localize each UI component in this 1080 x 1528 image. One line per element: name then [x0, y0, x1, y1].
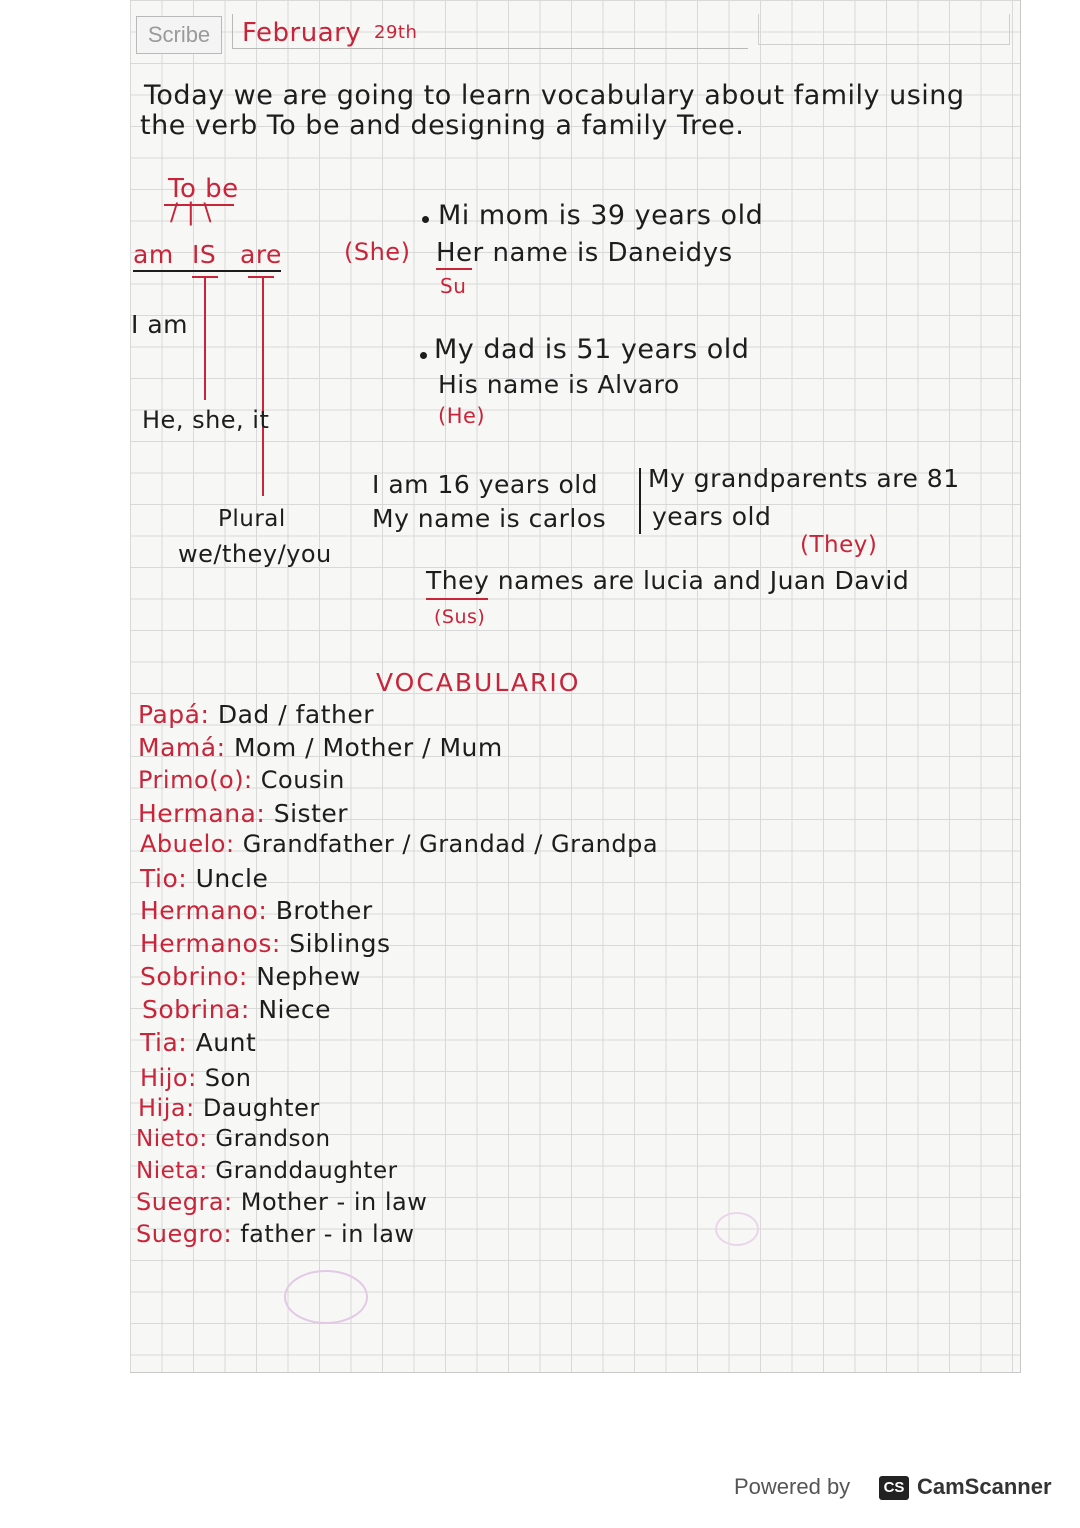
vocab-item	[140, 864, 268, 893]
grandparents-note-sus: (Sus)	[434, 606, 486, 628]
verb-title: To be	[168, 174, 239, 204]
vocab-item	[136, 1126, 331, 1152]
grandparents-age-line-1: My grandparents are 81	[648, 464, 960, 493]
vocab-english: Granddaughter	[215, 1158, 398, 1184]
faint-pen-mark	[715, 1212, 759, 1246]
vocab-item	[138, 799, 348, 828]
grandparents-age-line-2: years old	[652, 502, 772, 531]
vocab-item	[140, 962, 361, 991]
plural-subjects: we/they/you	[178, 540, 332, 568]
vocab-english: Daughter	[202, 1094, 320, 1122]
vocab-english: Dad / father	[217, 700, 375, 729]
form-am: am	[133, 240, 174, 269]
date-box-extension	[758, 14, 1010, 45]
vocab-spanish: Hermana:	[138, 799, 266, 828]
vocab-item	[138, 1094, 320, 1122]
vocab-item	[140, 1028, 256, 1057]
vocab-spanish: Nieto:	[136, 1126, 208, 1152]
her-underline	[436, 268, 472, 270]
divider-line	[639, 468, 641, 534]
subject-he-she-it: He, she, it	[142, 406, 270, 434]
vocab-english: Mother - in law	[240, 1188, 428, 1216]
bullet-dad	[420, 352, 427, 359]
vocab-spanish: Mamá:	[138, 733, 226, 762]
vocab-spanish: Tia:	[140, 1028, 188, 1057]
vocab-item	[142, 995, 331, 1024]
vocab-english: Aunt	[195, 1028, 257, 1057]
vocab-spanish: Hijo:	[140, 1064, 197, 1092]
vocab-english: father - in law	[240, 1220, 415, 1248]
vocab-item	[138, 733, 503, 762]
brand-box: Scribe	[136, 16, 222, 54]
vocab-english: Brother	[275, 896, 373, 925]
date-day: 29th	[374, 22, 418, 43]
vocab-english: Niece	[258, 995, 331, 1024]
powered-by-text: Powered by	[734, 1474, 851, 1499]
they-underline	[426, 598, 488, 600]
subject-i-am: I am	[131, 310, 188, 339]
vocab-item	[136, 1188, 427, 1216]
vocab-spanish: Sobrino:	[140, 962, 248, 991]
vocab-english: Nephew	[256, 962, 361, 991]
grandparents-pronoun: (They)	[800, 532, 878, 558]
grandparents-names: They names are lucia and Juan David	[426, 566, 910, 595]
vocab-item	[140, 1064, 251, 1092]
mom-name-sentence: Her name is Daneidys	[436, 238, 733, 268]
vocab-spanish: Hija:	[138, 1094, 195, 1122]
are-connector-top	[248, 276, 274, 278]
forms-underline	[133, 270, 281, 272]
dad-name-sentence: His name is Alvaro	[438, 370, 680, 399]
vocab-item	[136, 1220, 415, 1248]
vocab-item	[138, 700, 374, 729]
are-connector-line	[262, 276, 264, 496]
vocab-spanish: Nieta:	[136, 1158, 208, 1184]
date-month: February	[242, 18, 362, 48]
self-name: My name is carlos	[372, 504, 607, 533]
camscanner-logo-icon: CS	[879, 1476, 909, 1500]
intro-line-1: Today we are going to learn vocabulary about family using	[144, 80, 965, 111]
bullet-mom	[422, 216, 429, 223]
vocab-spanish: Tio:	[140, 864, 188, 893]
vocab-spanish: Primo(o):	[138, 766, 253, 794]
plural-label: Plural	[218, 506, 286, 532]
dad-pronoun: (He)	[438, 404, 486, 428]
camscanner-name: CamScanner	[917, 1474, 1052, 1499]
branch-marks: / | \	[170, 198, 213, 226]
intro-line-2: the verb To be and designing a family Tree.	[140, 110, 745, 141]
vocab-english: Mom / Mother / Mum	[233, 733, 503, 762]
vocab-english: Son	[204, 1064, 252, 1092]
vocab-spanish: Abuelo:	[140, 830, 235, 858]
vocab-english: Siblings	[289, 929, 391, 958]
faint-pen-mark	[284, 1270, 368, 1324]
vocab-item	[140, 929, 391, 958]
vocab-spanish: Papá:	[138, 700, 210, 729]
vocab-english: Grandson	[215, 1126, 331, 1152]
mom-note-su: Su	[440, 274, 467, 298]
vocab-english: Uncle	[195, 864, 269, 893]
is-connector-line	[204, 276, 206, 400]
vocab-item	[140, 830, 658, 858]
vocab-item	[138, 766, 345, 794]
vocab-english: Sister	[273, 799, 349, 828]
form-are: are	[240, 240, 282, 269]
vocab-english: Grandfather / Grandad / Grandpa	[242, 830, 659, 858]
vocab-item	[140, 896, 373, 925]
vocab-spanish: Sobrina:	[142, 995, 250, 1024]
mom-pronoun: (She)	[344, 238, 411, 266]
self-age: I am 16 years old	[372, 470, 599, 499]
vocab-item	[136, 1158, 398, 1184]
vocabulary-title: VOCABULARIO	[376, 668, 581, 697]
vocab-spanish: Suegro:	[136, 1220, 233, 1248]
dad-sentence: My dad is 51 years old	[434, 334, 750, 365]
vocab-spanish: Hermanos:	[140, 929, 281, 958]
vocab-spanish: Suegra:	[136, 1188, 233, 1216]
vocab-english: Cousin	[260, 766, 345, 794]
vocab-spanish: Hermano:	[140, 896, 268, 925]
form-is: IS	[192, 240, 217, 269]
mom-sentence: Mi mom is 39 years old	[438, 200, 764, 231]
